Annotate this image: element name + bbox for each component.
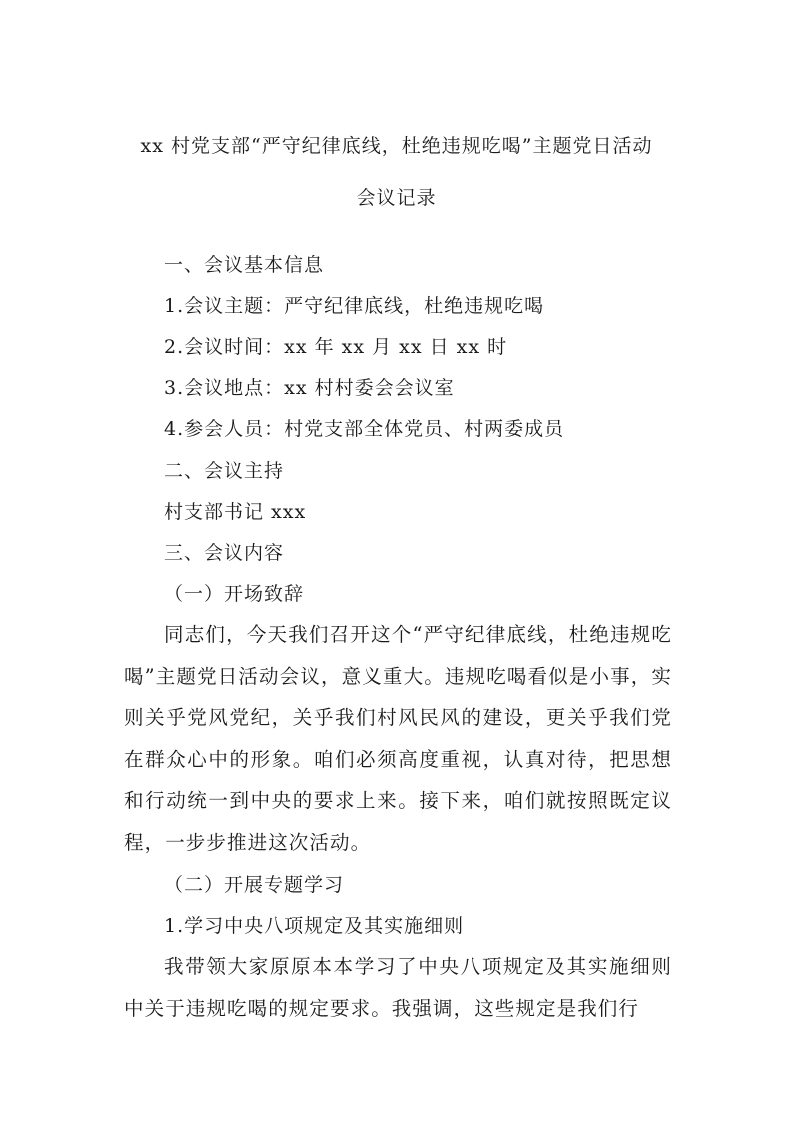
document-title-line-1: xx 村党支部“严守纪律底线，杜绝违规吃喝”主题党日活动 (140, 135, 653, 157)
section-heading-host: 二、会议主持 (164, 460, 285, 482)
section-heading-basic-info: 一、会议基本信息 (164, 254, 325, 276)
info-item-attendees: 4.参会人员：村党支部全体党员、村两委成员 (164, 418, 565, 440)
host-name: 村支部书记 xxx (164, 501, 307, 523)
info-item-location: 3.会议地点：xx 村村委会会议室 (164, 377, 455, 399)
opening-speech-paragraph: 同志们，今天我们召开这个“严守纪律底线，杜绝违规吃喝”主题党日活动会议，意义重大。违规吃喝看似是小事，实则关乎党风党纪，关乎我们村风民风的建设，更关乎我们党在群众心中的形象。咱们必须高度重视，认真对待，把思想和行动统一到中央的要求上来。接下来，咱们就按照既定议程，一步步推进这次活动。 (124, 623, 672, 854)
document-title-line-2: 会议记录 (356, 187, 437, 209)
subsection-heading-study: （二）开展专题学习 (164, 874, 345, 896)
section-heading-content: 三、会议内容 (164, 542, 285, 564)
study-item-heading: 1.学习中央八项规定及其实施细则 (164, 915, 465, 937)
subsection-heading-opening: （一）开场致辞 (164, 583, 305, 605)
study-paragraph: 我带领大家原原本本学习了中央八项规定及其实施细则中关于违规吃喝的规定要求。我强调，这些规定是我们行 (124, 955, 672, 1020)
info-item-topic: 1.会议主题：严守纪律底线，杜绝违规吃喝 (164, 295, 545, 317)
info-item-time: 2.会议时间：xx 年 xx 月 xx 日 xx 时 (164, 336, 508, 358)
